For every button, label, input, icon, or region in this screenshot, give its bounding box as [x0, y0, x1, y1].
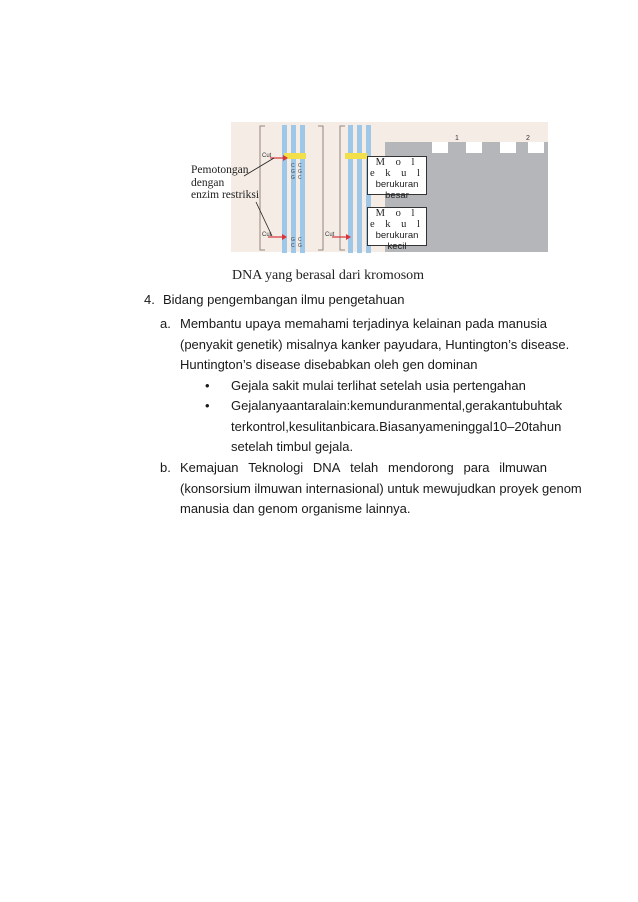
callout-large-molecule: [367, 156, 427, 201]
word: mendorong: [388, 460, 454, 475]
word: Gejalanya: [231, 398, 290, 413]
svg-text:C: C: [298, 175, 302, 181]
callout-small-line2: berukuran: [375, 230, 419, 241]
cut-label-1: Cut: [262, 153, 272, 159]
svg-text:G: G: [298, 169, 302, 175]
bullet-icon: •: [205, 398, 210, 413]
item-a-marker: a.: [160, 316, 171, 331]
word: bicara.: [340, 419, 380, 434]
word: gerakan: [465, 398, 513, 413]
svg-text:G: G: [291, 169, 295, 175]
restriction-site-2: [345, 153, 367, 159]
bullet-1-text: Gejala sakit mulai terlihat setelah usia pertengahan: [231, 378, 526, 393]
word: Kemajuan: [180, 460, 239, 475]
gel-well-2: [466, 142, 482, 153]
word: kemunduran: [350, 398, 423, 413]
gel-well-1: [432, 142, 448, 153]
word: upaya: [245, 316, 281, 331]
word: mental,: [422, 398, 466, 413]
bullet-2-line-2: [231, 419, 562, 434]
word: terkontrol,: [231, 419, 289, 434]
gel-well-4: [528, 142, 544, 153]
svg-text:C: C: [291, 163, 295, 169]
word: ilmuwan: [499, 460, 547, 475]
dna-strand-left-3: [300, 125, 305, 253]
word: antara: [289, 398, 327, 413]
item-b-marker: b.: [160, 460, 171, 475]
label-line-2: dengan: [191, 176, 225, 189]
svg-text:C: C: [291, 243, 295, 249]
callout-small-molecule: [367, 207, 427, 252]
word: para: [463, 460, 490, 475]
word: kelainan: [412, 316, 462, 331]
item-a-line-1: [180, 316, 547, 331]
item-a-line-3: Huntington’s disease disebabkan oleh gen dominan: [180, 357, 478, 372]
svg-text:C: C: [298, 237, 302, 243]
figure-caption: DNA yang berasal dari kromosom: [232, 268, 425, 283]
bullet-icon: •: [205, 378, 210, 393]
label-line-1: Pemotongan: [191, 164, 249, 176]
dna-strand-left-2: [291, 125, 296, 253]
gel-well-3: [500, 142, 516, 153]
cut-label-2: Cut: [262, 232, 272, 238]
word: Biasanya: [379, 419, 433, 434]
dna-strand-right-2: [357, 125, 362, 253]
section-number: 4.: [144, 292, 155, 307]
word: tahun: [528, 419, 562, 434]
word: tubuh: [512, 398, 545, 413]
svg-text:G: G: [298, 243, 302, 249]
word: meninggal10–20: [432, 419, 529, 434]
word: memahami: [284, 316, 349, 331]
svg-text:G: G: [291, 175, 295, 181]
callout-large-title: M o l e k u l: [370, 157, 424, 179]
pointer-arrow-bottom: [256, 202, 272, 236]
word: telah: [350, 460, 379, 475]
callout-small-title: M o l e k u l: [370, 208, 424, 230]
item-b-line-3: manusia dan genom organisme lainnya.: [180, 501, 411, 516]
callout-small-line3: kecil: [387, 241, 407, 252]
cut-label-3: Cut: [325, 232, 335, 238]
item-a-line-2: (penyakit genetik) misalnya kanker payudara, Huntington’s disease.: [180, 337, 570, 352]
label-line-3: enzim restriksi: [191, 189, 260, 201]
item-b-line-1: [180, 460, 547, 475]
bullet-2-line-3: setelah timbul gejala.: [231, 439, 354, 454]
svg-text:C: C: [298, 163, 302, 169]
word: lain:: [326, 398, 351, 413]
dna-strand-left-1: [282, 125, 287, 253]
lane-number-2: 2: [526, 135, 530, 142]
word: kesulitan: [288, 419, 341, 434]
callout-large-line2: berukuran: [375, 179, 419, 190]
bullet-2-line-1: [231, 398, 563, 413]
word: manusia: [497, 316, 547, 331]
bracket-right: [340, 126, 345, 250]
word: terjadinya: [352, 316, 409, 331]
dna-strand-right-1: [348, 125, 353, 253]
lane-number-1: 1: [455, 135, 459, 142]
bracket-mid: [318, 126, 323, 250]
svg-text:G: G: [291, 237, 295, 243]
word: tak: [544, 398, 563, 413]
section-title: Bidang pengembangan ilmu pengetahuan: [163, 292, 405, 307]
word: pada: [465, 316, 495, 331]
word: DNA: [312, 460, 341, 475]
word: Membantu: [180, 316, 242, 331]
word: Teknologi: [248, 460, 304, 475]
restriction-enzyme-label: [191, 164, 259, 202]
item-b-line-2: (konsorsium ilmuwan internasional) untuk mewujudkan proyek genom: [180, 481, 582, 496]
callout-large-line3: besar: [385, 190, 409, 201]
